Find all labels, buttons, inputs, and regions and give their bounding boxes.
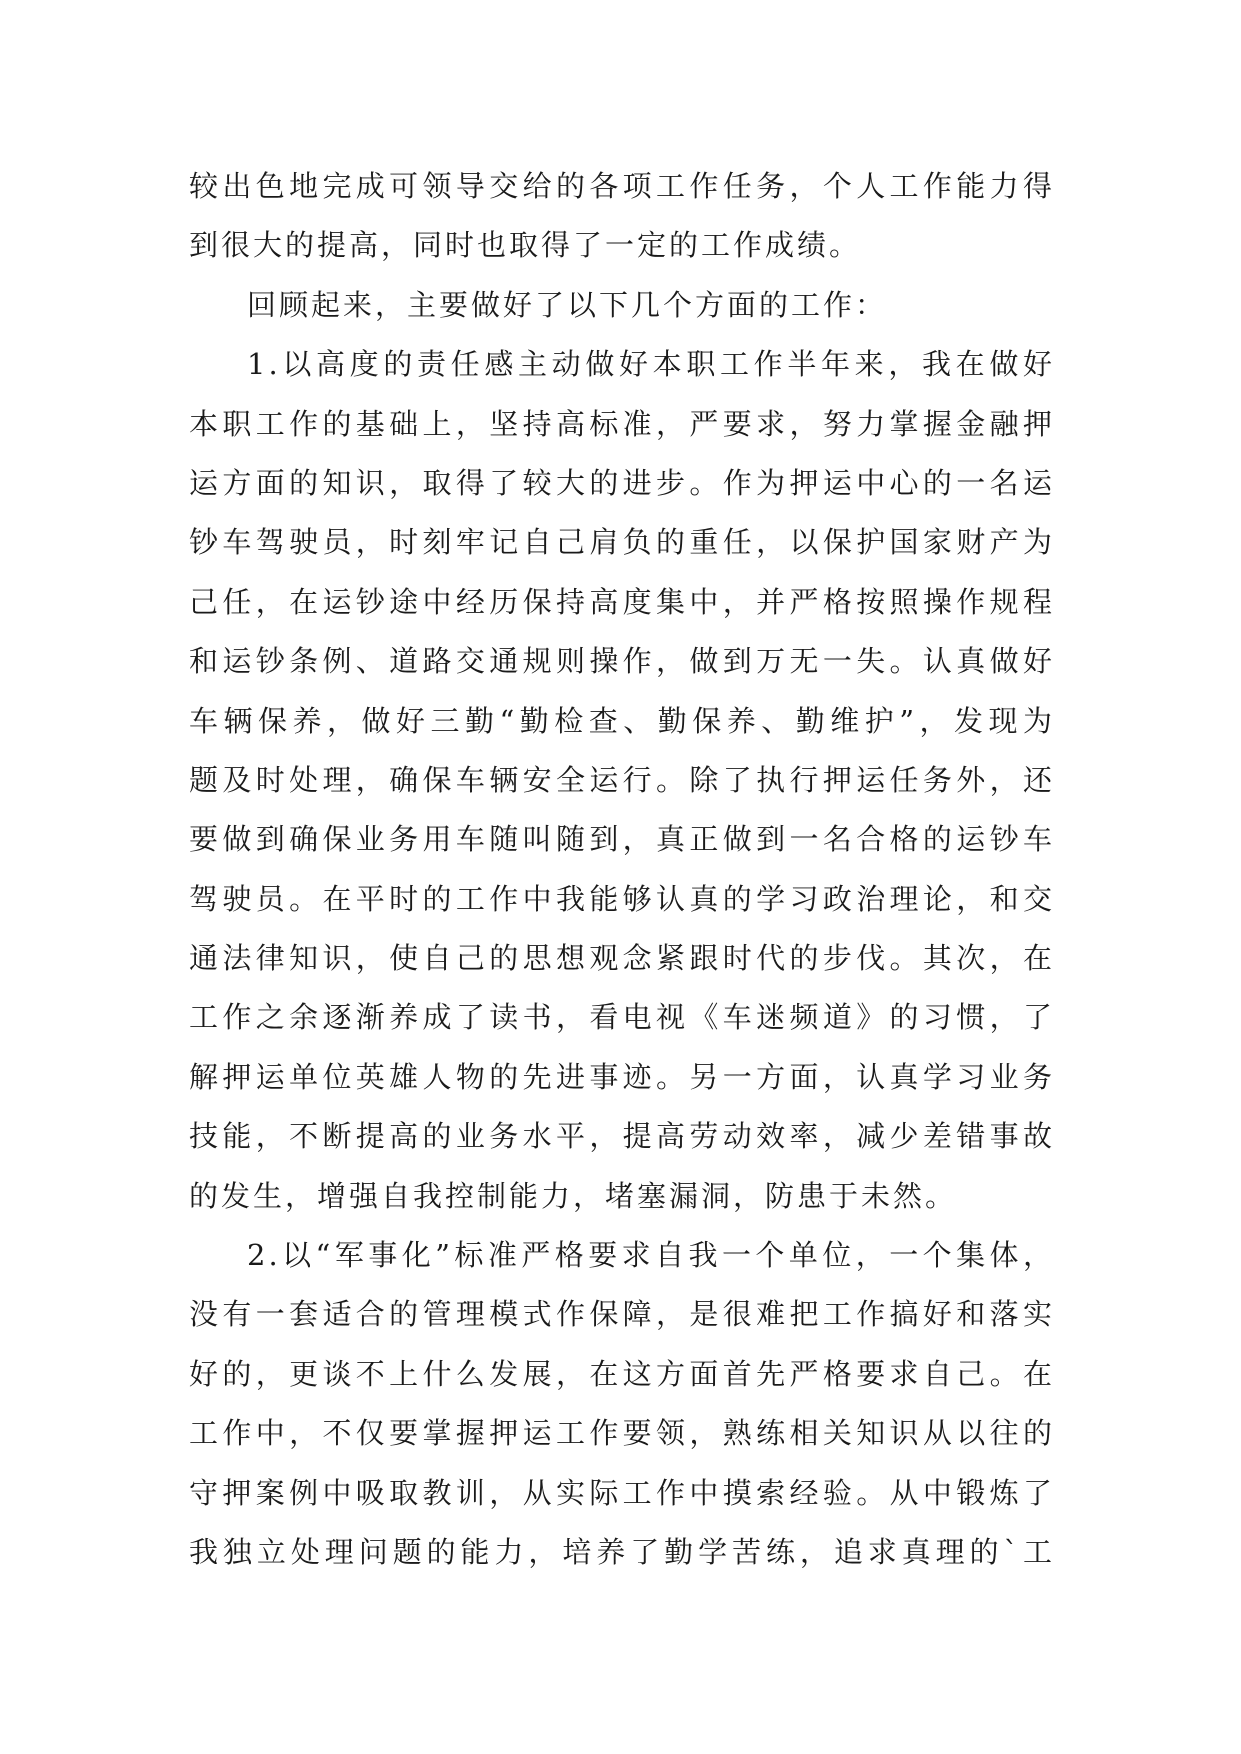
text-line: 到很大的提高，同时也取得了一定的工作成绩。	[189, 228, 862, 263]
text-line: 2.以“军事化”标准严格要求自我一个单位，一个集体，	[247, 1238, 1055, 1273]
text-line: 好的，更谈不上什么发展，在这方面首先严格要求自己。在	[189, 1356, 1055, 1391]
text-line: 车辆保养，做好三勤“勤检查、勤保养、勤维护”，发现为	[189, 703, 1055, 738]
text-line: 的发生，增强自我控制能力，堵塞漏洞，防患于未然。	[189, 1178, 958, 1213]
text-line: 工作中，不仅要掌握押运工作要领，熟练相关知识从以往的	[189, 1416, 1055, 1451]
text-line: 没有一套适合的管理模式作保障，是很难把工作搞好和落实	[189, 1297, 1055, 1332]
text-line: 己任，在运钞途中经历保持高度集中，并严格按照操作规程	[189, 584, 1055, 619]
text-line: 技能，不断提高的业务水平，提高劳动效率，减少差错事故	[189, 1119, 1055, 1154]
text-line: 工作之余逐渐养成了读书，看电视《车迷频道》的习惯，了	[189, 1000, 1055, 1035]
text-line: 我独立处理问题的能力，培养了勤学苦练，追求真理的`工	[189, 1534, 1055, 1569]
text-line: 驾驶员。在平时的工作中我能够认真的学习政治理论，和交	[189, 881, 1055, 916]
text-line: 本职工作的基础上，坚持高标准，严要求，努力掌握金融押	[189, 406, 1055, 441]
text-line: 题及时处理，确保车辆安全运行。除了执行押运任务外，还	[189, 762, 1055, 797]
text-line: 运方面的知识，取得了较大的进步。作为押运中心的一名运	[189, 465, 1055, 500]
text-line: 较出色地完成可领导交给的各项工作任务，个人工作能力得	[189, 169, 1055, 203]
text-line: 1.以高度的责任感主动做好本职工作半年来，我在做好	[247, 347, 1055, 382]
text-line: 解押运单位英雄人物的先进事迹。另一方面，认真学习业务	[189, 1059, 1055, 1094]
document-body-text	[189, 157, 1055, 1582]
text-line: 守押案例中吸取教训，从实际工作中摸索经验。从中锻炼了	[189, 1475, 1055, 1510]
text-line: 要做到确保业务用车随叫随到，真正做到一名合格的运钞车	[189, 822, 1055, 857]
text-line: 回顾起来，主要做好了以下几个方面的工作：	[247, 287, 888, 322]
text-line: 钞车驾驶员，时刻牢记自己肩负的重任，以保护国家财产为	[189, 525, 1055, 560]
text-line: 通法律知识，使自己的思想观念紧跟时代的步伐。其次，在	[189, 941, 1055, 976]
text-line: 和运钞条例、道路交通规则操作，做到万无一失。认真做好	[189, 644, 1055, 679]
